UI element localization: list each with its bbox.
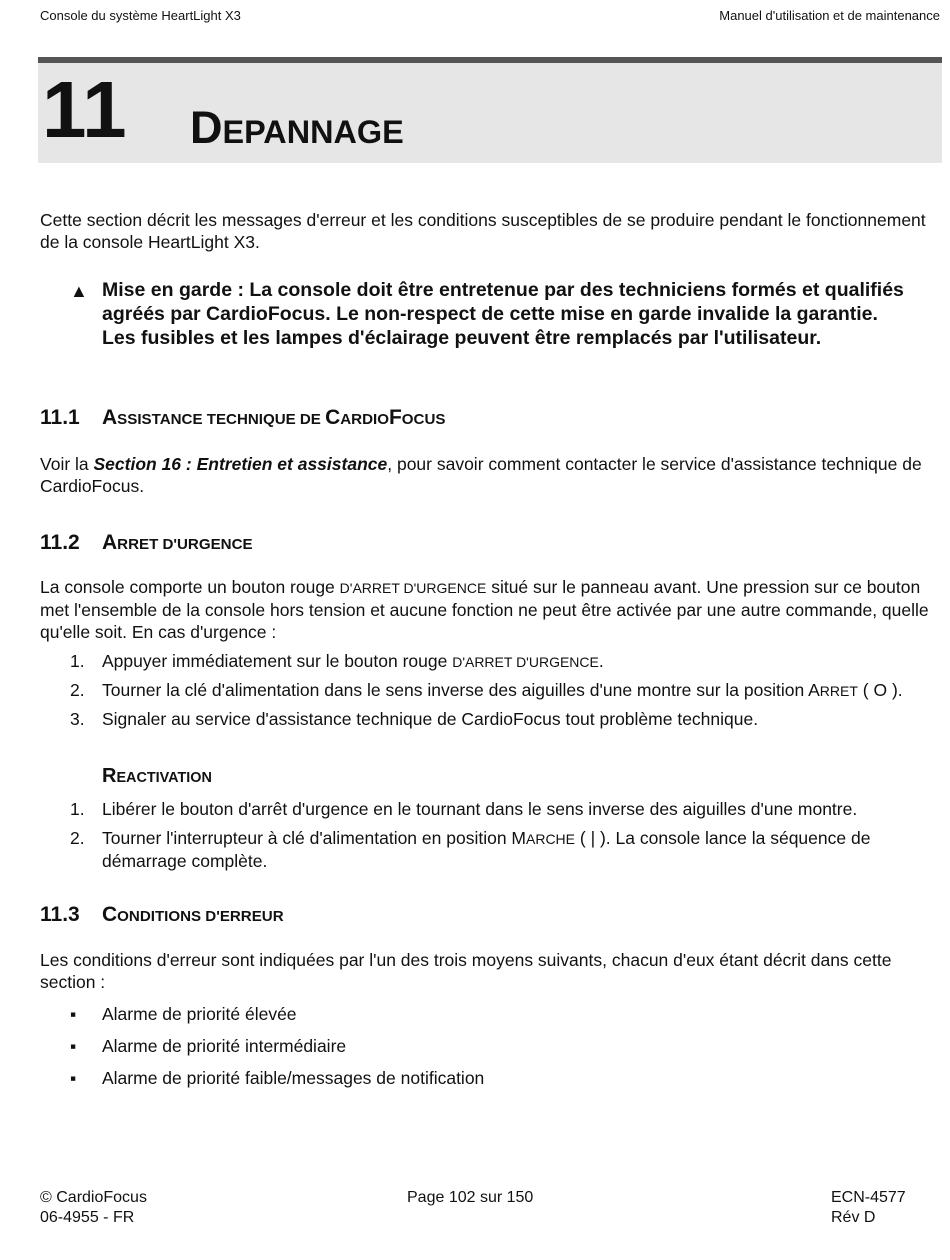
item-term: RRET xyxy=(819,683,858,699)
section-number: 11.2 xyxy=(40,531,80,554)
list-marker: 3. xyxy=(70,709,85,729)
list-item xyxy=(70,1003,945,1025)
item-text: ( | ). La console lance la séquence de démarrage complète. xyxy=(102,828,871,871)
document-number: 06-4955 - FR xyxy=(40,1209,135,1226)
chapter-number: 11 xyxy=(42,65,127,154)
heading-initial: C xyxy=(325,406,341,429)
section-11-3-paragraph: Les conditions d'erreur sont indiquées par l'un des trois moyens suivants, chacun d'eux étant décrit dans cette section : xyxy=(40,950,892,992)
heading-text: ARDIO xyxy=(340,411,389,428)
revision: Rév D xyxy=(831,1209,876,1226)
section-number: 11.3 xyxy=(40,903,80,926)
heading-text: ONDITIONS D'ERREUR xyxy=(117,908,284,925)
list-item-text: Alarme de priorité élevée xyxy=(102,1004,297,1024)
item-term: ARCHE xyxy=(526,831,576,847)
emergency-stop-term: D'ARRET D'URGENCE xyxy=(339,580,487,596)
list-item xyxy=(70,1035,945,1057)
footer-left xyxy=(40,1188,147,1228)
list-marker: 1. xyxy=(70,651,85,671)
heading-initial: A xyxy=(102,531,118,554)
warning-triangle-icon: ▲ xyxy=(70,281,88,301)
paragraph-text: , pour savoir comment contacter le service d'assistance technique de CardioFocus. xyxy=(40,454,922,496)
item-text: Appuyer immédiatement sur le bouton rouge xyxy=(102,651,453,671)
section-reference-link[interactable]: Section 16 : Entretien et assistance xyxy=(93,454,388,474)
heading-text: OCUS xyxy=(401,411,446,428)
warning-text: Mise en garde : La console doit être entretenue par des techniciens formés et qualifiés agréés par CardioFocus. Le non-respect de cette mise en garde invalide la garantie. Les fusibles et les lampes d'éclairage peuvent être remplacés par l'utilisateur. xyxy=(102,279,904,349)
list-item-text xyxy=(102,679,945,702)
chapter-title-initial: D xyxy=(190,102,223,153)
paragraph-text: Voir la xyxy=(40,454,94,474)
list-marker: 2. xyxy=(70,680,85,700)
chapter-title-rest: EPANNAGE xyxy=(222,114,404,150)
section-11-2-heading xyxy=(40,530,253,558)
page-number: Page 102 sur 150 xyxy=(407,1189,534,1206)
running-header-right: Manuel d'utilisation et de maintenance xyxy=(719,8,940,23)
heading-initial: C xyxy=(102,903,118,926)
paragraph-text: La console comporte un bouton rouge xyxy=(40,577,340,597)
copyright: © CardioFocus xyxy=(40,1189,147,1206)
item-text: . xyxy=(598,651,604,671)
heading-initial: A xyxy=(102,406,118,429)
warning-block xyxy=(70,278,910,350)
section-11-3-heading xyxy=(40,902,284,930)
heading-initial: F xyxy=(388,406,402,429)
section-11-1-heading xyxy=(40,405,445,433)
heading-text: SSISTANCE TECHNIQUE DE xyxy=(117,411,326,428)
paragraph-text: situé sur le panneau avant. Une pression sur ce bouton met l'ensemble de la console hors tension et aucune fonction ne peut être activée par une autre commande, quelle qu'elle soit. En cas d'urgence : xyxy=(40,577,929,642)
reactivation-heading xyxy=(102,763,212,791)
list-item xyxy=(70,679,945,702)
list-item xyxy=(70,798,945,820)
footer-right xyxy=(831,1188,906,1228)
list-marker: 1. xyxy=(70,799,85,819)
running-header-left: Console du système HeartLight X3 xyxy=(40,8,241,23)
heading-initial: R xyxy=(102,765,117,787)
chapter-title xyxy=(190,102,404,153)
item-text: Tourner l'interrupteur à clé d'alimentation en position M xyxy=(102,828,526,848)
list-item-text xyxy=(102,827,945,872)
bullet-icon: ▪ xyxy=(70,1004,77,1024)
list-item-text: Alarme de priorité intermédiaire xyxy=(102,1036,347,1056)
list-item-text xyxy=(102,708,945,730)
chapter-banner xyxy=(38,57,942,163)
list-item xyxy=(70,1067,945,1089)
section-11-2-paragraph xyxy=(40,576,940,643)
intro-paragraph: Cette section décrit les messages d'erreur et les conditions susceptibles de se produire pendant le fonctionnement de la console HeartLight X3. xyxy=(40,210,926,252)
bullet-icon: ▪ xyxy=(70,1068,77,1088)
item-text: Signaler au service d'assistance technique de CardioFocus tout problème technique. xyxy=(102,709,759,729)
bullet-icon: ▪ xyxy=(70,1036,77,1056)
list-item xyxy=(70,827,945,872)
ecn-number: ECN-4577 xyxy=(831,1189,906,1206)
list-item-text xyxy=(102,798,945,820)
list-item xyxy=(70,650,945,673)
heading-text: RRET D'URGENCE xyxy=(117,536,253,553)
list-item-text xyxy=(102,650,945,673)
list-marker: 2. xyxy=(70,828,85,848)
item-term: D'ARRET D'URGENCE xyxy=(452,654,599,670)
section-number: 11.1 xyxy=(40,406,80,429)
list-item xyxy=(70,708,945,730)
list-item-text: Alarme de priorité faible/messages de notification xyxy=(102,1068,485,1088)
item-text: Tourner la clé d'alimentation dans le sens inverse des aiguilles d'une montre sur la position A xyxy=(102,680,820,700)
section-11-1-paragraph xyxy=(40,453,940,497)
item-text: Libérer le bouton d'arrêt d'urgence en le tournant dans le sens inverse des aiguilles d'une montre. xyxy=(102,799,858,819)
heading-text: EACTIVATION xyxy=(116,770,212,786)
item-text: ( O ). xyxy=(857,680,903,700)
